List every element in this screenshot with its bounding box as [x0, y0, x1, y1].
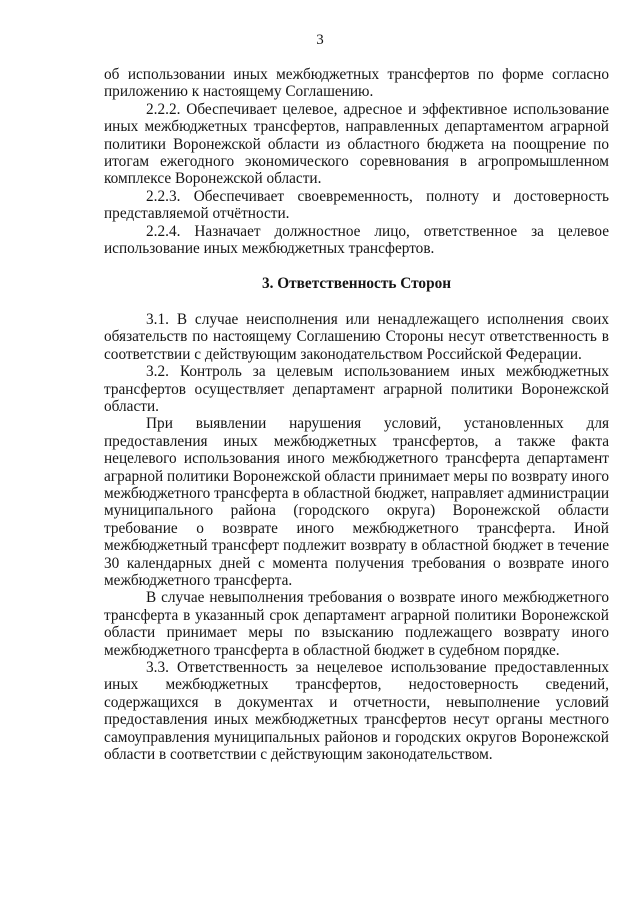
page-number: 3 [316, 32, 324, 48]
paragraph-non-fulfillment: В случае невыполнения требования о возврате иного межбюджетного трансферта в указанный срок департамент аграрной политики Воронежской области принимает меры по взысканию подлежащего возврату иного межбюджетного трансферта в областной бюджет в судебном порядке. [104, 589, 609, 659]
section-heading: 3. Ответственность Сторон [261, 275, 452, 293]
document-body [104, 66, 609, 763]
paragraph-2-2-3: 2.2.3. Обеспечивает своевременность, полноту и достоверность представляемой отчётности. [104, 187, 609, 223]
paragraph-continuation: об использовании иных межбюджетных трансфертов по форме согласно приложению к настоящему Соглашению. [104, 66, 609, 101]
paragraph-2-2-4: 2.2.4. Назначает должностное лицо, ответственное за целевое использование иных межбюджетных трансфертов. [104, 222, 609, 258]
paragraph-2-2-2: 2.2.2. Обеспечивает целевое, адресное и эффективное использование иных межбюджетных трансфертов, направленных департаментом аграрной политики Воронежской области из областного бюджета на поощрение по итогам ежегодного экономического соревнования в агропромышленном комплексе Воронежской области. [104, 100, 609, 188]
paragraph-3-2: 3.2. Контроль за целевым использованием иных межбюджетных трансфертов осуществляет департамент аграрной политики Воронежской области. [104, 363, 609, 415]
paragraph-3-1: 3.1. В случае неисполнения или ненадлежащего исполнения своих обязательств по настоящему Соглашению Стороны несут ответственность в соответствии с действующим законодательством Российской Федерации. [104, 310, 609, 363]
paragraph-3-3: 3.3. Ответственность за нецелевое использование предоставленных иных межбюджетных трансфертов, недостоверность сведений, содержащихся в документах и отчетности, невыполнение условий предоставления иных межбюджетных трансфертов несут органы местного самоуправления муниципальных районов и городских округов Воронежской области в соответствии с действующим законодательством. [104, 659, 609, 764]
paragraph-violation: При выявлении нарушения условий, установленных для предоставления иных межбюджетных трансфертов, а также факта нецелевого использования иного межбюджетного трансферта департамент аграрной политики Воронежской области принимает меры по возврату иного межбюджетного трансферта в областной бюджет, направляет администрации муниципального района (городского округа) Воронежской области требование о возврате иного межбюджетного трансферта. Иной межбюджетный трансферт подлежит возврату в областной бюджет в течение 30 календарных дней с момента получения требования о возврате иного межбюджетного трансферта. [104, 415, 609, 589]
